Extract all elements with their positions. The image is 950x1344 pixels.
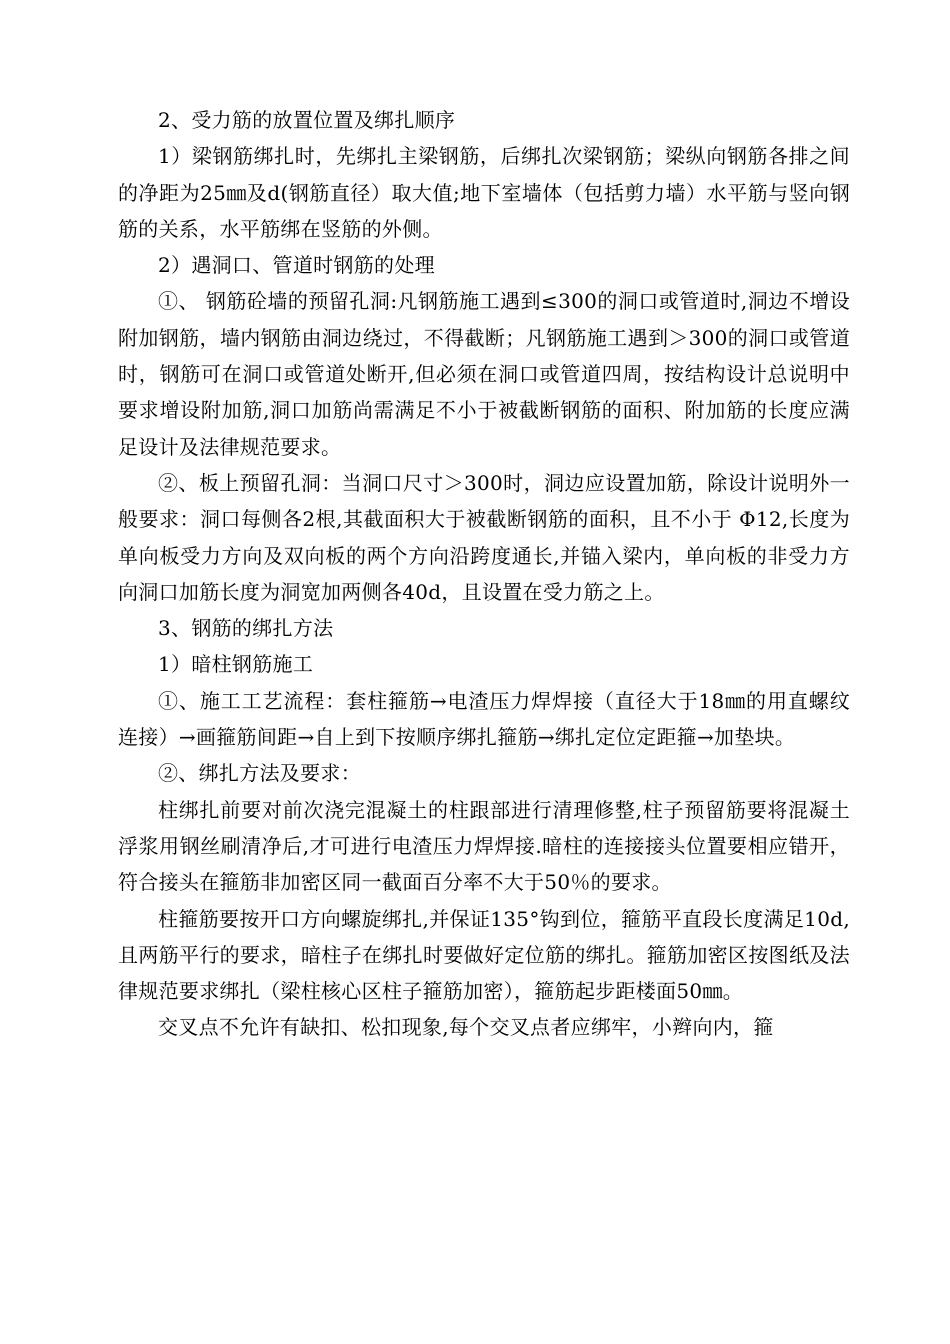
- paragraph-column-prep: 柱绑扎前要对前次浇完混凝土的柱跟部进行清理修整,柱子预留筋要将混凝土浮浆用钢丝刷清净后,才可进行电渣压力焊焊接.暗柱的连接接头位置要相应错开，符合接头在箍筋非加密区同一截面百分率不大于50％的要求。: [118, 797, 850, 895]
- subheading-tying-requirements: ②、绑扎方法及要求：: [158, 761, 361, 786]
- section-heading-rebar-placement: 2、受力筋的放置位置及绑扎顺序: [158, 108, 456, 132]
- paragraph-slab-openings: ②、板上预留孔洞：当洞口尺寸＞300时，洞边应设置加筋，除设计说明外一般要求：洞口每侧各2根,其截面积大于被截断钢筋的面积，且不小于 Φ12,长度为单向板受力方向及双向板的两个方向沿跨度通长,并锚入梁内，单向板的非受力方向洞口加筋长度为洞宽加两侧各40d，且设置在受力筋之上。: [118, 470, 850, 604]
- section-heading-tying-method: 3、钢筋的绑扎方法: [158, 616, 334, 641]
- subheading-concealed-column: 1）暗柱钢筋施工: [158, 652, 314, 677]
- paragraph-stirrups: 柱箍筋要按开口方向螺旋绑扎,并保证135°钩到位，箍筋平直段长度满足10d,且两筋平行的要求，暗柱子在绑扎时要做好定位筋的绑扎。箍筋加密区按图纸及法律规范要求绑扎（梁柱核心区柱子箍筋加密），箍筋起步距楼面50㎜。: [118, 906, 850, 1004]
- paragraph-beam-rebar: 1）梁钢筋绑扎时，先绑扎主梁钢筋，后绑扎次梁钢筋；梁纵向钢筋各排之间的净距为25㎜及d(钢筋直径）取大值;地下室墙体（包括剪力墙）水平筋与竖向钢筋的关系，水平筋绑在竖筋的外侧。: [118, 144, 850, 241]
- paragraph-wall-openings: ①、 钢筋砼墙的预留孔洞:凡钢筋施工遇到≤300的洞口或管道时,洞边不增设附加钢筋，墙内钢筋由洞边绕过，不得截断；凡钢筋施工遇到＞300的洞口或管道时，钢筋可在洞口或管道处断开,但必须在洞口或管道四周，按结构设计总说明中要求增设附加筋,洞口加筋尚需满足不小于被截断钢筋的面积、附加筋的长度应满足设计及法律规范要求。: [118, 289, 850, 459]
- paragraph-intersections: 交叉点不允许有缺扣、松扣现象,每个交叉点者应绑牢，小辫向内，箍: [158, 1015, 774, 1040]
- paragraph-process-flow: ①、施工工艺流程：套柱箍筋→电渣压力焊焊接（直径大于18㎜的用直螺纹连接）→画箍筋间距→自上到下按顺序绑扎箍筋→绑扎定位定距箍→加垫块。: [118, 688, 850, 750]
- document-body: [118, 102, 850, 1046]
- subheading-openings: 2）遇洞口、管道时钢筋的处理: [158, 253, 435, 278]
